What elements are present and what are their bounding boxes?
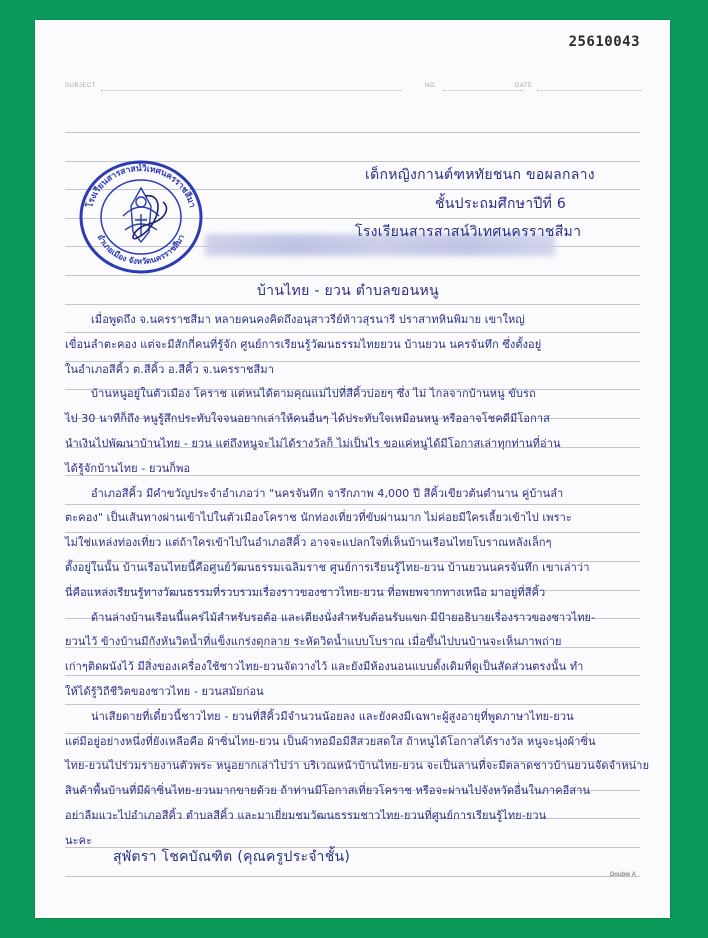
body-text-line: เก่าๆติดผนังไว้ มีสิ่งของเครื่องใช้ชาวไทย-ยวนจัดวางไว้ และยังมีห้องนอนแบบดั้งเดิมที่ดูเป็นสัดส่วนตรงนั้น ทำ	[65, 660, 584, 674]
body-text-line: บ้านหนูอยู่ในตัวเมือง โคราช แต่หนได้ตามคุณแม่ไปที่สีคิ้วบ่อยๆ ซึ่ง ไม่ ไกลจากบ้านหนู ขับรถ	[91, 387, 536, 401]
ruled-line	[65, 304, 640, 305]
ruled-line	[65, 332, 640, 333]
body-text-line: ตะคอง" เป็นเส้นทางผ่านเข้าไปในตัวเมืองโคราช นักท่องเที่ยวที่ขับผ่านมาก ไม่ค่อยมีใครเลี้ยวเข้าไป เพราะ	[65, 511, 572, 525]
ruled-line	[65, 876, 640, 877]
no-field-label: NO.	[425, 83, 438, 89]
body-text-line: ไป 30 นาทีก็ถึง หนูรู้สึกประทับใจจนอยากเล่าให้คนอื่นๆ ได้ประทับใจเหมือนหนู หรืออาจโชคดีมีโอกาส	[65, 412, 550, 426]
subject-field-line	[101, 90, 401, 91]
body-text-line: นำเงินไปพัฒนาบ้านไทย - ยวน แต่ถึงหนูจะไม่ได้รางวัลก็ ไม่เป็นไร ขอแค่หนูได้มีโอกาสเล่าทุกท่านที่อ่าน	[65, 437, 561, 450]
body-text-line: ในอำเภอสีคิ้ว ต.สีคิ้ว อ.สีคิ้ว จ.นครราชสีมา	[65, 362, 274, 376]
date-field-line	[537, 90, 641, 91]
document-number: 25610043	[568, 34, 640, 50]
student-name: เด็กหญิงกานต์ฑหทัยชนก ขอผลกลาง	[365, 167, 595, 183]
body-text-line: เขื่อนลำตะคอง แต่จะมีสักกี่คนที่รู้จัก ศูนย์การเรียนรู้วัฒนธรรมไทยยวน บ้านยวน นครจันทึก ซึ่งตั้งอยู่	[65, 337, 542, 351]
paper-brand-mark: Double A	[609, 872, 636, 878]
signature-line: สุพัตรา โชคบัณฑิต (คุณครูประจำชั้น)	[113, 849, 351, 865]
body-text-line: นะคะ	[65, 833, 93, 847]
body-text-line: ได้รู้จักบ้านไทย - ยวนก็พอ	[65, 461, 191, 475]
ruled-line	[65, 132, 640, 133]
seal-ring-bottom-text: อำเภอเมือง จังหวัดนครราชสีมา	[95, 232, 187, 267]
subject-field-label: SUBJECT	[65, 83, 96, 89]
ruled-line	[65, 504, 640, 505]
school-name: โรงเรียนสารสาสน์วิเทศนครราชสีมา	[355, 224, 582, 240]
school-seal	[75, 158, 207, 276]
student-grade: ชั้นประถมศึกษาปีที่ 6	[435, 196, 567, 212]
body-text-line: แต่มีอยู่อย่างหนึ่งที่ยังเหลือคือ ผ้าซิ่นไทย-ยวน เป็นผ้าทอมือมีสีสวยสดใส ถ้าหนูได้โอกาสได้รางวัล หนูจะนุ่งผ้าซิ่น	[65, 734, 596, 748]
ruled-line	[65, 675, 640, 676]
ruled-line	[65, 704, 640, 705]
body-text-line: อำเภอสีคิ้ว มีคำขวัญประจำอำเภอว่า "นครจันทึก จารึกภาพ 4,000 ปี สีคิ้วเขียวต้นตำนาน คู่บ้านลำ	[91, 486, 564, 500]
body-text-line: ให้ได้รู้วิถีชีวิตของชาวไทย - ยวนสมัยก่อน	[65, 685, 264, 698]
seal-ring-top-text: โรงเรียนสารสาสน์วิเทศนครราชสีมา	[85, 163, 197, 209]
body-text-line: ยวนไว้ ข้างบ้านมีกังหันวิดน้ำที่แข็งแกร่งดุกลาย ระหัดวิดน้ำแบบโบราณ เมื่อขึ้นไปบนบ้านจะเห็นภาพถ่าย	[65, 635, 562, 649]
date-field-label: DATE	[515, 83, 533, 89]
body-text-line: นี่คือแหล่งเรียนรู้ทางวัฒนธรรมที่รวบรวมเรื่องราวของชาวไทย-ยวน ที่อพยพจากทางเหนือ มาอยู่ที่สีคิ้ว	[65, 585, 546, 599]
no-field-line	[443, 90, 523, 91]
body-text-line: เมื่อพูดถึง จ.นครราชสีมา หลายคนคงคิดถึงอนุสาวรีย์ท้าวสุรนารี ปราสาทหินพิมาย เขาใหญ่	[91, 313, 525, 326]
body-text-line: ไม่ใช่แหล่งท่องเที่ยว แต่ถ้าใครเข้าไปในอำเภอสีคิ้ว อาจจะแปลกใจที่เห็นบ้านเรือนไทยโบราณหลังเล็กๆ	[65, 536, 552, 550]
body-text-line: ตั้งอยู่ในนั้น บ้านเรือนไทยนี้คือศูนย์วัฒนธรรมเฉลิมราช ศูนย์การเรียนรู้ไทย-ยวน บ้านยวนนครจันทึก เขาเล่าว่า	[65, 561, 590, 574]
letter-topic: บ้านไทย - ยวน ตำบลขอนหนู	[257, 283, 439, 299]
body-text-line: ไทย-ยวนไปร่วมรายงานตัวพระ หนูอยากเล่าไปว่า บริเวณหน้าบ้านไทย-ยวน จะเป็นลานที่จะมีตลาดชาวบ้านยวนจัดจำหน่าย	[65, 759, 650, 773]
letter-paper	[35, 20, 670, 918]
body-text-line: น่าเสียดายที่เดี๋ยวนี้ชาวไทย - ยวนที่สีคิ้วมีจำนวนน้อยลง และยังคงมีเฉพาะผู้สูงอายุที่พูดภาษาไทย-ยวน	[91, 709, 574, 723]
body-text-line: ด้านล่างบ้านเรือนนี้แคร่ไม้สำหรับรอต้อ และเตียงนั่งสำหรับต้อนรับแขก มีป้ายอธิบายเรื่องราวของชาวไทย-	[91, 610, 596, 624]
body-text-line: อย่าลืมแวะไปอำเภอสีคิ้ว ตำบลสีคิ้ว และมาเยี่ยมชมวัฒนธรรมชาวไทย-ยวนที่ศูนย์การเรียนรู้ไทย-ยวน	[65, 809, 547, 822]
body-text-line: สินค้าพื้นบ้านที่มีผ้าซิ่นไทย-ยวนมากขายด้วย ถ้าท่านมีโอกาสเที่ยวโคราช หรือจะผ่านไปจังหวัดอื่นในภาคอีสาน	[65, 784, 591, 798]
